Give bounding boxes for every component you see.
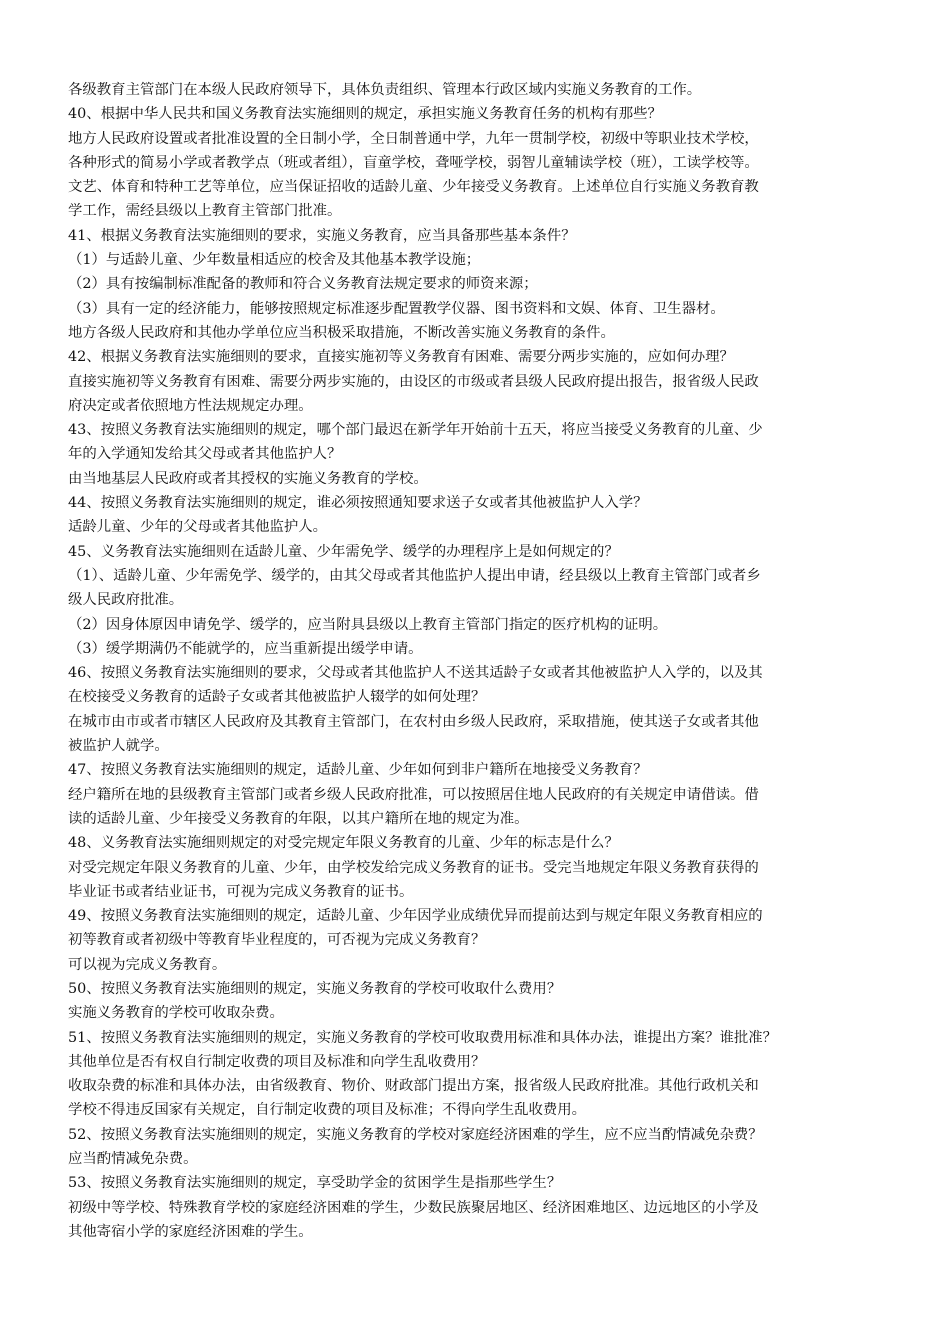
text-line: 44、按照义务教育法实施细则的规定，谁必须按照通知要求送子女或者其他被监护人入学？ — [68, 495, 648, 512]
text-line: 42、根据义务教育法实施细则的要求，直接实施初等义务教育有困难、需要分两步实施的，应如何办理？ — [68, 349, 734, 366]
text-line: 可以视为完成义务教育。 — [68, 956, 227, 973]
text-line: 经户籍所在地的县级教育主管部门或者乡级人民政府批准，可以按照居住地人民政府的有关规定申请借读。借 — [68, 786, 759, 803]
text-line: 在校接受义务教育的适龄子女或者其他被监护人辍学的如何处理？ — [68, 689, 486, 706]
text-line: 读的适龄儿童、少年接受义务教育的年限，以其户籍所在地的规定为准。 — [68, 810, 529, 827]
text-line: 收取杂费的标准和具体办法，由省级教育、物价、财政部门提出方案，报省级人民政府批准。其他行政机关和 — [68, 1078, 759, 1095]
text-line: （1）与适龄儿童、少年数量相适应的校舍及其他基本教学设施； — [68, 252, 481, 269]
text-line: 被监护人就学。 — [68, 738, 169, 755]
text-line: 地方各级人民政府和其他办学单位应当积极采取措施，不断改善实施义务教育的条件。 — [68, 324, 615, 341]
text-line: 由当地基层人民政府或者其授权的实施义务教育的学校。 — [68, 470, 428, 487]
text-line: 43、按照义务教育法实施细则的规定，哪个部门最迟在新学年开始前十五天，将应当接受义务教育的儿童、少 — [68, 422, 763, 439]
text-line: 初级中等学校、特殊教育学校的家庭经济困难的学生，少数民族聚居地区、经济困难地区、边远地区的小学及 — [68, 1199, 759, 1216]
text-line: 50、按照义务教育法实施细则的规定，实施义务教育的学校可收取什么费用？ — [68, 980, 562, 997]
text-line: 实施义务教育的学校可收取杂费。 — [68, 1005, 284, 1022]
text-line: 45、义务教育法实施细则在适龄儿童、少年需免学、缓学的办理程序上是如何规定的？ — [68, 543, 619, 560]
text-line: 41、根据义务教育法实施细则的要求，实施义务教育，应当具备那些基本条件？ — [68, 227, 576, 244]
text-line: （2）因身体原因申请免学、缓学的，应当附具县级以上教育主管部门指定的医疗机构的证明。 — [68, 616, 668, 633]
text-line: 52、按照义务教育法实施细则的规定，实施义务教育的学校对家庭经济困难的学生，应不应当酌情减免杂费？ — [68, 1126, 763, 1143]
text-line: 在城市由市或者市辖区人民政府及其教育主管部门，在农村由乡级人民政府，采取措施，使其送子女或者其他 — [68, 713, 759, 730]
text-line: 47、按照义务教育法实施细则的规定，适龄儿童、少年如何到非户籍所在地接受义务教育？ — [68, 762, 648, 779]
text-line: 初等教育或者初级中等教育毕业程度的，可否视为完成义务教育？ — [68, 932, 486, 949]
text-line: 其他寄宿小学的家庭经济困难的学生。 — [68, 1223, 313, 1240]
text-line: 应当酌情减免杂费。 — [68, 1151, 198, 1168]
text-line: 地方人民政府设置或者批准设置的全日制小学，全日制普通中学，九年一贯制学校，初级中等职业技术学校， — [68, 130, 759, 147]
text-line: （2）具有按编制标准配备的教师和符合义务教育法规定要求的师资来源； — [68, 276, 538, 293]
text-line: 级人民政府批准。 — [68, 592, 184, 609]
text-line: 各种形式的简易小学或者教学点（班或者组），盲童学校，聋哑学校，弱智儿童辅读学校（班），工读学校等。 — [68, 154, 759, 171]
text-line: 各级教育主管部门在本级人民政府领导下，具体负责组织、管理本行政区域内实施义务教育的工作。 — [68, 82, 702, 98]
text-line: （1）、适龄儿童、少年需免学、缓学的，由其父母或者其他监护人提出申请，经县级以上教育主管部门或者乡 — [68, 567, 761, 584]
text-line: 40、根据中华人民共和国义务教育法实施细则的规定，承担实施义务教育任务的机构有那些？ — [68, 106, 662, 123]
text-line: 府决定或者依照地方性法规规定办理。 — [68, 397, 313, 414]
text-line: 直接实施初等义务教育有困难、需要分两步实施的，由设区的市级或者县级人民政府提出报告，报省级人民政 — [68, 373, 759, 390]
text-line: 51、按照义务教育法实施细则的规定，实施义务教育的学校可收取费用标准和具体办法，谁提出方案？谁批准？ — [68, 1029, 778, 1046]
text-line: 53、按照义务教育法实施细则的规定，享受助学金的贫困学生是指那些学生？ — [68, 1175, 562, 1192]
text-line: 49、按照义务教育法实施细则的规定，适龄儿童、少年因学业成绩优异而提前达到与规定年限义务教育相应的 — [68, 908, 763, 925]
text-line: 年的入学通知发给其父母或者其他监护人？ — [68, 446, 342, 463]
text-line: 46、按照义务教育法实施细则的要求，父母或者其他监护人不送其适龄子女或者其他被监护人入学的，以及其 — [68, 665, 763, 682]
text-line: 毕业证书或者结业证书，可视为完成义务教育的证书。 — [68, 883, 414, 900]
text-line: 对受完规定年限义务教育的儿童、少年，由学校发给完成义务教育的证书。受完当地规定年限义务教育获得的 — [68, 859, 759, 876]
text-line: （3）具有一定的经济能力，能够按照规定标准逐步配置教学仪器、图书资料和文娱、体育、卫生器材。 — [68, 300, 725, 317]
text-line: 学工作，需经县级以上教育主管部门批准。 — [68, 203, 342, 220]
text-line: 其他单位是否有权自行制定收费的项目及标准和向学生乱收费用？ — [68, 1053, 486, 1070]
text-line: 学校不得违反国家有关规定，自行制定收费的项目及标准；不得向学生乱收费用。 — [68, 1102, 587, 1119]
text-line: 文艺、体育和特种工艺等单位，应当保证招收的适龄儿童、少年接受义务教育。上述单位自行实施义务教育教 — [68, 179, 759, 196]
text-line: 适龄儿童、少年的父母或者其他监护人。 — [68, 519, 328, 536]
text-line: 48、义务教育法实施细则规定的对受完规定年限义务教育的儿童、少年的标志是什么？ — [68, 835, 619, 852]
text-line: （3）缓学期满仍不能就学的，应当重新提出缓学申请。 — [68, 640, 423, 657]
